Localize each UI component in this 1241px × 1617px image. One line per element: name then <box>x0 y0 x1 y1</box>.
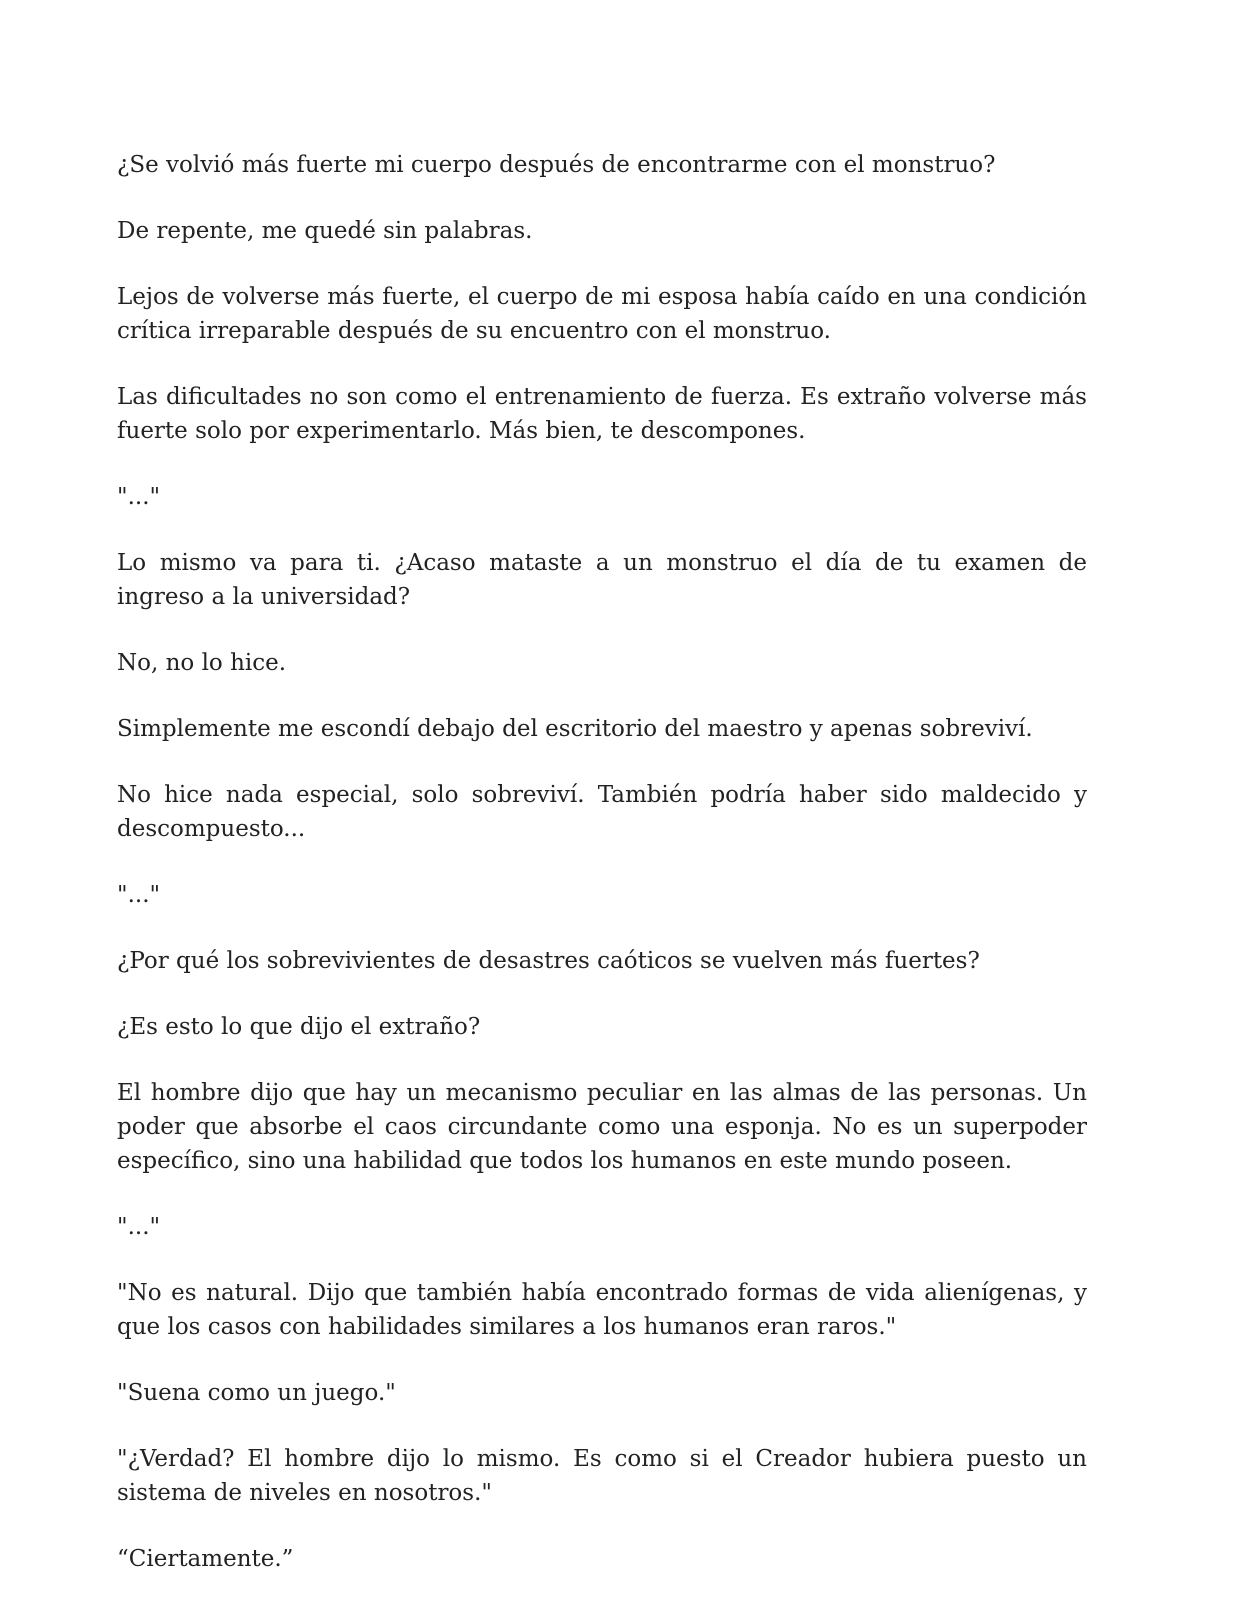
paragraph: Lo mismo va para ti. ¿Acaso mataste a un monstruo el día de tu examen de ingreso a la universidad? <box>117 550 1087 610</box>
paragraph: "Suena como un juego." <box>117 1380 396 1406</box>
paragraph: No, no lo hice. <box>117 650 287 676</box>
body-text <box>117 148 1087 1608</box>
paragraph: Simplemente me escondí debajo del escritorio del maestro y apenas sobreviví. <box>117 716 1033 742</box>
paragraph: Las dificultades no son como el entrenamiento de fuerza. Es extraño volverse más fuerte solo por experimentarlo. Más bien, te descompones. <box>117 384 1087 444</box>
paragraph: "..." <box>117 882 161 908</box>
paragraph: Lejos de volverse más fuerte, el cuerpo de mi esposa había caído en una condición crítica irreparable después de su encuentro con el monstruo. <box>117 284 1087 344</box>
paragraph: ¿Se volvió más fuerte mi cuerpo después de encontrarme con el monstruo? <box>117 152 996 178</box>
paragraph: ¿Es esto lo que dijo el extraño? <box>117 1014 481 1040</box>
paragraph: “Ciertamente.” <box>117 1546 294 1572</box>
paragraph: "No es natural. Dijo que también había encontrado formas de vida alienígenas, y que los casos con habilidades similares a los humanos eran raros." <box>117 1280 1087 1340</box>
paragraph: De repente, me quedé sin palabras. <box>117 218 533 244</box>
paragraph: "¿Verdad? El hombre dijo lo mismo. Es como si el Creador hubiera puesto un sistema de niveles en nosotros." <box>117 1446 1087 1506</box>
paragraph: ¿Por qué los sobrevivientes de desastres caóticos se vuelven más fuertes? <box>117 948 980 974</box>
paragraph: "..." <box>117 1214 161 1240</box>
paragraph: "..." <box>117 484 161 510</box>
paragraph: El hombre dijo que hay un mecanismo peculiar en las almas de las personas. Un poder que absorbe el caos circundante como una esponja. No es un superpoder específico, sino una habilidad que todos los humanos en este mundo poseen. <box>117 1080 1087 1174</box>
paragraph: No hice nada especial, solo sobreviví. También podría haber sido maldecido y descompuesto... <box>117 782 1087 842</box>
